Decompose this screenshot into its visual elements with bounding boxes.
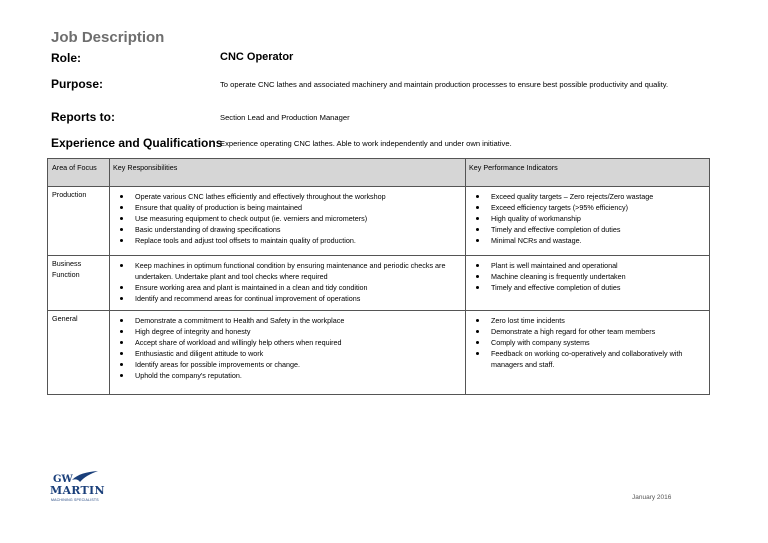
table-row-production [48, 187, 710, 256]
kpi-item: High quality of workmanship [469, 213, 706, 224]
page-title: Job Description [51, 29, 165, 46]
logo-tagline: MACHINING SPECIALISTS [51, 498, 99, 502]
kpi-item: Minimal NCRs and wastage. [469, 235, 706, 246]
reports-to-value: Section Lead and Production Manager [220, 113, 350, 122]
logo-text-martin: MARTIN [50, 484, 105, 497]
responsibility-item: Uphold the company's reputation. [113, 370, 462, 381]
responsibility-item: Replace tools and adjust tool offsets to maintain quality of production. [113, 235, 462, 246]
responsibility-item: Identify and recommend areas for continual improvement of operations [113, 293, 462, 304]
kpi-item: Zero lost time incidents [469, 315, 706, 326]
responsibility-item: Identify areas for possible improvements or change. [113, 359, 462, 370]
purpose-value: To operate CNC lathes and associated machinery and maintain production processes to ensure best possible productivity and quality. [220, 80, 669, 89]
kpi-cell [466, 256, 710, 311]
kpi-item: Exceed quality targets – Zero rejects/Zero wastage [469, 191, 706, 202]
responsibility-item: Accept share of workload and willingly help others when required [113, 337, 462, 348]
responsibilities-cell [110, 187, 466, 256]
kpi-cell [466, 311, 710, 395]
bird-icon [70, 470, 100, 484]
table-header-row [48, 159, 710, 187]
responsibility-item: Use measuring equipment to check output (ie. verniers and micrometers) [113, 213, 462, 224]
area-cell: Production [48, 187, 110, 256]
responsibilities-cell [110, 256, 466, 311]
responsibility-item: Ensure working area and plant is maintained in a clean and tidy condition [113, 282, 462, 293]
responsibilities-table [47, 158, 710, 395]
company-logo [50, 474, 110, 506]
kpi-item: Machine cleaning is frequently undertaken [469, 271, 706, 282]
responsibilities-cell [110, 311, 466, 395]
responsibility-item: Operate various CNC lathes efficiently and effectively throughout the workshop [113, 191, 462, 202]
kpi-item: Comply with company systems [469, 337, 706, 348]
table-row-business-function [48, 256, 710, 311]
kpi-cell [466, 187, 710, 256]
area-cell: Business Function [48, 256, 110, 311]
reports-to-label: Reports to: [51, 110, 115, 124]
experience-value: Experience operating CNC lathes. Able to work independently and under own initiative. [220, 139, 512, 148]
purpose-label: Purpose: [51, 77, 104, 91]
header-key-responsibilities: Key Responsibilities [110, 159, 466, 187]
responsibility-item: Basic understanding of drawing specifications [113, 224, 462, 235]
area-cell: General [48, 311, 110, 395]
kpi-item: Feedback on working co-operatively and collaboratively with managers and staff. [469, 348, 706, 370]
header-area-of-focus: Area of Focus [48, 159, 110, 187]
kpi-item: Exceed efficiency targets (>95% efficiency) [469, 202, 706, 213]
table-row-general [48, 311, 710, 395]
role-value: CNC Operator [220, 51, 294, 63]
kpi-item: Timely and effective completion of duties [469, 282, 706, 293]
responsibility-item: High degree of integrity and honesty [113, 326, 462, 337]
responsibility-item: Enthusiastic and diligent attitude to work [113, 348, 462, 359]
logo-text-gw: GW [53, 474, 73, 485]
responsibility-item: Demonstrate a commitment to Health and Safety in the workplace [113, 315, 462, 326]
role-label: Role: [51, 51, 81, 65]
footer-date: January 2016 [632, 494, 672, 501]
kpi-item: Demonstrate a high regard for other team members [469, 326, 706, 337]
kpi-item: Timely and effective completion of duties [469, 224, 706, 235]
header-key-performance-indicators: Key Performance Indicators [466, 159, 710, 187]
experience-label: Experience and Qualifications [51, 136, 223, 150]
kpi-item: Plant is well maintained and operational [469, 260, 706, 271]
responsibility-item: Keep machines in optimum functional condition by ensuring maintenance and periodic checks are undertaken. Undertake plant and tool checks where required [113, 260, 462, 282]
responsibility-item: Ensure that quality of production is being maintained [113, 202, 462, 213]
